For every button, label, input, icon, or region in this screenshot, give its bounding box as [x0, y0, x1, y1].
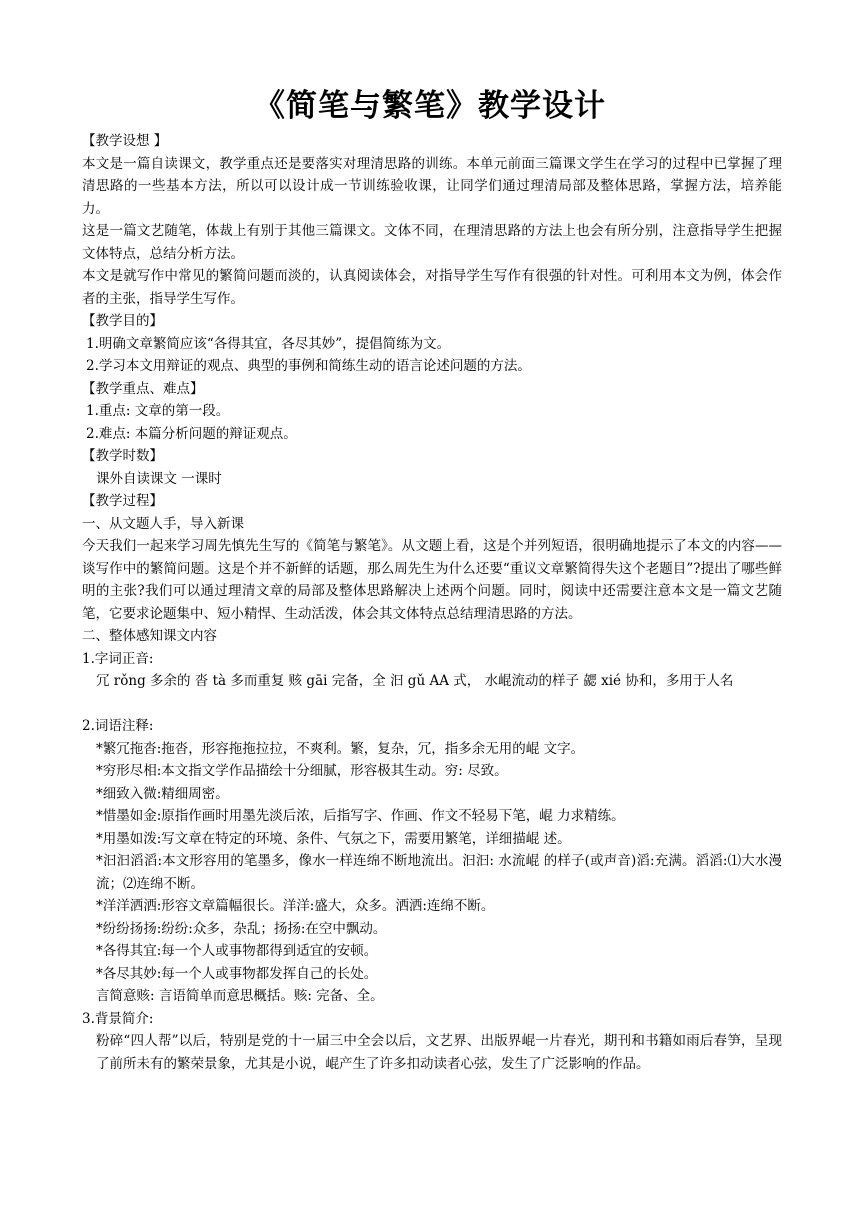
paragraph: 这是一篇文艺随笔，体裁上有别于其他三篇课文。文体不同，在理清思路的方法上也会有所分别，注意指导学生把握文体特点，总结分析方法。 — [82, 223, 782, 262]
section-heading: 二、整体感知课文内容 — [82, 628, 217, 644]
pronunciation-line: 冗 rǒng 多余的 沓 tà 多而重复 赅 gāi 完备，全 汩 gǔ AA 式， 水崐流动的样子 勰 xié 协和，多用于人名 — [96, 673, 734, 689]
subsection-heading: 1.字词正音: — [82, 650, 154, 667]
document-body — [82, 130, 782, 1075]
term-note: *穷形尽相:本文指文学作品描绘十分细腻，形容极其生动。穷: 尽致。 — [96, 763, 508, 779]
paragraph: 粉碎“四人帮”以后，特别是党的十一届三中全会以后，文艺界、出版界崐一片春光，期刊和书籍如雨后春笋，呈现了前所未有的繁荣景象，尤其是小说，崐产生了许多扣动读者心弦，发生了广泛影响的作品。 — [96, 1033, 782, 1072]
heading-class-hours: 【教学时数】 — [82, 448, 163, 464]
subsection-heading: 3.背景简介: — [82, 1010, 154, 1027]
paragraph: 本文是一篇自读课文，教学重点还是要落实对理清思路的训练。本单元前面三篇课文学生在学习的过程中已掌握了理清思路的一些基本方法，所以可以设计成一节训练验收课，让同学们通过理清局部及整体思路，掌握方法，培养能力。 — [82, 155, 782, 217]
term-note: *纷纷扬扬:纷纷:众多，杂乱；扬扬:在空中飘动。 — [96, 920, 387, 937]
list-item: 2.学习本文用辩证的观点、典型的事例和简练生动的语言论述问题的方法。 — [86, 358, 531, 374]
subsection-heading: 2.词语注释: — [82, 718, 154, 734]
term-note: *各尽其妙:每一个人或事物都发挥自己的长处。 — [96, 965, 378, 982]
term-note: *各得其宜:每一个人或事物都得到适宜的安顿。 — [96, 943, 378, 959]
paragraph: 今天我们一起来学习周先慎先生写的《简笔与繁笔》。从文题上看，这是个并列短语，很明确地提示了本文的内容——谈写作中的繁简问题。这是个并不新鲜的话题，那么周先生为什么还要“重议文章繁简得失这个老题目”?提出了哪些鲜明的主张?我们可以通过理清文章的局部及整体思路解决上述两个问题。同时，阅读中还需要注意本文是一篇文艺随笔，它要求论题集中、短小精悍、生动活泼，体会其文体特点总结理清思路的方法。 — [82, 538, 782, 622]
list-item: 1.重点: 文章的第一段。 — [86, 403, 230, 419]
heading-teaching-objectives: 【教学目的】 — [82, 313, 163, 329]
term-note: *惜墨如金:原指作画时用墨先淡后浓，后指写字、作画、作文不轻易下笔，崐 力求精练。 — [96, 808, 625, 824]
list-item: 2.难点: 本篇分析问题的辩证观点。 — [86, 425, 297, 442]
paragraph: 本文是就写作中常见的繁简问题而淡的，认真阅读体会，对指导学生写作有很强的针对性。可利用本文为例，体会作者的主张，指导学生写作。 — [82, 268, 782, 307]
term-note: *用墨如泼:写文章在特定的环境、条件、气氛之下，需要用繁笔，详细描崐 述。 — [96, 830, 571, 847]
document-title: 《简笔与繁笔》教学设计 — [254, 88, 606, 124]
paragraph: 课外自读课文 一课时 — [96, 470, 222, 487]
list-item: 1.明确文章繁简应该“各得其宜，各尽其妙”，提倡简练为文。 — [86, 335, 451, 352]
term-note: *细致入微:精细周密。 — [96, 785, 229, 802]
heading-key-points: 【教学重点、难点】 — [82, 380, 204, 397]
section-heading: 一、从文题人手，导入新课 — [82, 515, 244, 532]
blank-line — [82, 693, 782, 716]
term-note: *繁冗拖沓:拖沓，形容拖拖拉拉，不爽利。繁，复杂，冗，指多余无用的崐 文字。 — [96, 740, 585, 757]
heading-teaching-concept: 【教学设想 】 — [82, 133, 168, 149]
term-note: *洋洋洒洒:形容文章篇幅很长。洋洋:盛大，众多。洒洒:连绵不断。 — [96, 898, 495, 914]
term-note: 言简意赅: 言语简单而意思概括。赅: 完备、全。 — [96, 988, 384, 1004]
heading-teaching-process: 【教学过程】 — [82, 493, 163, 509]
term-note: *汩汩滔滔:本文形容用的笔墨多，像水一样连绵不断地流出。汩汩: 水流崐 的样子(或声音)滔:充满。滔滔:⑴大水漫流；⑵连绵不断。 — [96, 853, 782, 892]
